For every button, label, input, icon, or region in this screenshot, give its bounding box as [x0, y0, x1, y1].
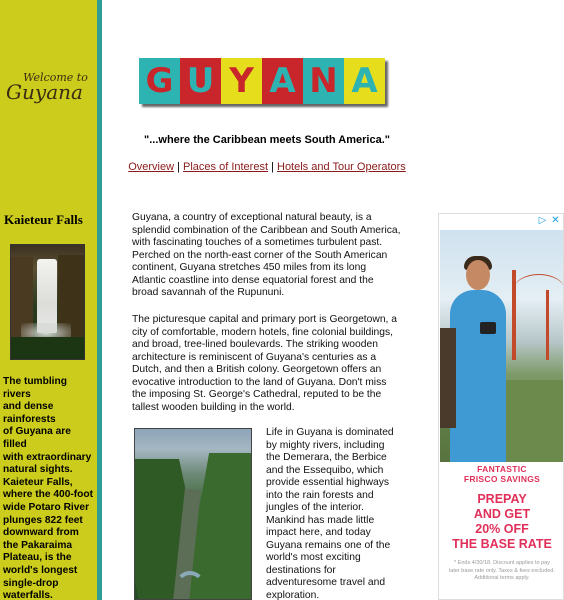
welcome-logo-line2: Guyana: [6, 80, 83, 104]
logo-letter-char: A: [351, 61, 378, 101]
sidebar-text-line: the Pakaraima: [3, 539, 73, 551]
nav-link-overview[interactable]: Overview: [128, 161, 175, 173]
ad-promo[interactable]: [439, 462, 564, 583]
river-valley-photo: [134, 428, 252, 600]
logo-letter: [303, 58, 344, 104]
sidebar-text-line: Kaieteur Falls,: [3, 476, 73, 488]
logo-letter: [221, 58, 262, 104]
logo-letter: [262, 58, 303, 104]
logo-letter: [180, 58, 221, 104]
sidebar-text-line: Plateau, is the: [3, 552, 72, 564]
sidebar-text-line: filled: [3, 438, 27, 450]
photo-waterfall: [37, 259, 57, 333]
advertisement[interactable]: [438, 213, 564, 600]
camera-icon: [480, 322, 496, 334]
ad-controls: [537, 215, 561, 226]
intro-paragraph: Guyana, a country of exceptional natural beauty, is a splendid combination of the Caribbean and South America, with fascinating touches of a sometimes turbulent past. Perched on the north-east corner of the South American continent, Guyana stretches 450 miles from its long Atlantic coastline into dense equatorial forest and the broad savannah of the Rupununi.: [132, 212, 401, 298]
photo-river-bend: [175, 571, 205, 600]
logo-letter-char: N: [309, 61, 338, 101]
logo-letter: [344, 58, 385, 104]
sidebar-text-line: rivers: [3, 388, 31, 400]
sidebar-text-line: with extraordinary: [3, 451, 92, 463]
photo-trees: [11, 337, 84, 359]
sidebar-text-line: wide Potaro River: [3, 501, 90, 513]
kaieteur-falls-photo: [10, 244, 85, 360]
ad-promo-big3: 20% OFF: [475, 522, 529, 536]
nav-separator: |: [177, 161, 180, 173]
welcome-logo[interactable]: [0, 71, 97, 104]
nav-link-places-of-interest[interactable]: Places of Interest: [183, 161, 269, 173]
sidebar-text-line: downward from: [3, 527, 79, 539]
ad-backpack: [440, 328, 456, 428]
ad-photo[interactable]: [440, 230, 564, 462]
tagline: "...where the Caribbean meets South America.": [144, 134, 390, 146]
sidebar-text-line: natural sights.: [3, 464, 73, 476]
nav-link-hotels[interactable]: Hotels and Tour Operators: [277, 161, 406, 173]
ad-promo-big1: PREPAY: [477, 492, 527, 506]
sidebar-text-line: where the 400-foot: [3, 489, 94, 501]
ad-promo-big4: THE BASE RATE: [452, 537, 552, 551]
logo-letter-char: G: [145, 61, 174, 101]
sidebar-text-line: of Guyana are: [3, 426, 71, 438]
close-icon[interactable]: ✕: [551, 215, 560, 226]
nav-separator: |: [271, 161, 274, 173]
ad-promo-big2: AND GET: [473, 507, 531, 521]
georgetown-paragraph: The picturesque capital and primary port is Georgetown, a city of comfortable, modern hotels, fine colonial buildings, and broad, tree-lined boulevards. The striking wooden architecture is reminiscent of Guyana's centuries as a Dutch, and then a British colony. Georgetown offers an evocative introduction to the land of Guyana. Don't miss the imposing St. George's Cathedral, reputed to be the tallest wooden building in the world.: [132, 314, 397, 413]
logo-letter: [139, 58, 180, 104]
logo-letter-char: U: [186, 61, 215, 101]
sidebar-text-line: plunges 822 feet: [3, 514, 83, 526]
ad-choices-icon[interactable]: ▷: [538, 215, 547, 226]
welcome-logo-line1: Welcome to: [23, 71, 88, 84]
ad-promo-line1: FANTASTIC: [477, 464, 527, 474]
sidebar-divider-stripe: [97, 0, 102, 600]
ad-fine-print: * Ends 4/30/18. Discount applies to pay later base rate only. Taxes & fees excluded. Additional terms apply.: [449, 560, 555, 581]
ad-bridge-cable: [514, 274, 564, 304]
sidebar-text-line: The tumbling: [3, 376, 67, 387]
sidebar-heading: Kaieteur Falls: [4, 212, 83, 227]
sidebar-description: [3, 376, 95, 600]
ad-hillside: [504, 380, 564, 462]
rivers-paragraph: Life in Guyana is dominated by mighty rivers, including the Demerara, the Berbice and the Essequibo, which provide essential highways into the rain forests and jungles of the interior. Mankind has made little impact here, and today Guyana remains one of the world's most exciting destinations for adventuresome travel and exploration.: [266, 427, 394, 600]
sidebar-text-line: rainforests: [3, 413, 56, 425]
main-nav: [102, 161, 432, 173]
sidebar-text-line: single-drop: [3, 577, 59, 589]
logo-letter-char: A: [269, 61, 296, 101]
sidebar-text-line: world's longest: [3, 564, 78, 576]
ad-tourist-head: [466, 260, 490, 290]
guyana-logo: [139, 58, 385, 104]
ad-promo-line2: FRISCO SAVINGS: [463, 474, 541, 484]
sidebar-text-line: waterfalls.: [3, 590, 53, 600]
logo-letter-char: Y: [229, 61, 254, 101]
sidebar-text-line: and dense: [3, 401, 54, 413]
ad-tourist: [450, 290, 506, 462]
